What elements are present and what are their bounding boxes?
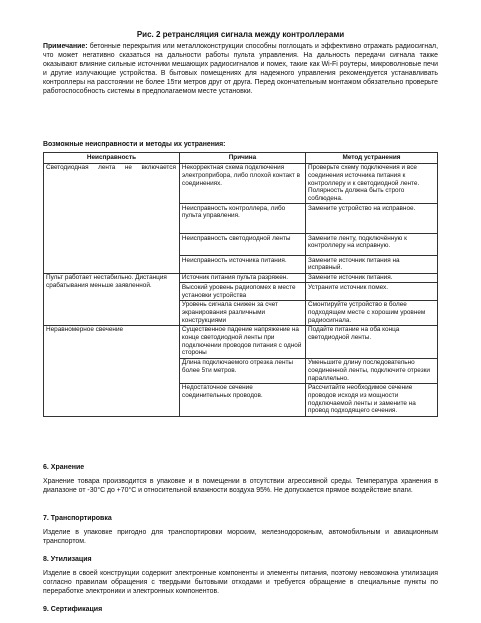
section-text: Хранение товара производится в упаковке и в помещении в отсутствии агрессивной среды. Температура хранения в диапазоне от -30°С до +70°С и относительной влажности воздуха 95%. Не допускается прямое воздействие влаги. (43, 477, 438, 494)
section-disposal (43, 556, 438, 597)
table-row (44, 273, 438, 283)
fix-cell: Замените ленту, подключённую к контроллеру на исправную. (306, 234, 438, 256)
cause-cell: Уровень сигнала снижен за счет экранирования различными конструкциями (179, 300, 305, 325)
fix-cell: Замените устройство на исправное. (306, 204, 438, 234)
cause-cell: Источник питания пульта разряжен. (179, 273, 305, 283)
section-text: Изделие в своей конструкции содержит электронные компоненты и элементы питания, поэтому невозможна утилизация согласно правилам обращения с твердыми бытовыми отходами и требуется обращение в специальные пункты по переработке электроники и электронных компонентов. (43, 569, 438, 595)
fix-cell: Смонтируйте устройство в более подходящем месте с хорошим уровнем радиосигнала. (306, 300, 438, 325)
section-text: Изделие в упаковке пригодно для транспортировки морским, железнодорожным, автомобильным и авиационным транспортом. (43, 528, 438, 545)
fix-cell: Подайте питание на оба конца светодиодной ленты. (306, 325, 438, 358)
cause-cell: Высокий уровень радиопомех в месте установки устройства (179, 283, 305, 300)
note-paragraph (43, 43, 438, 96)
fix-cell: Уменьшите длину последовательно соединенной ленты, подключите отрезки параллельно. (306, 358, 438, 383)
cause-cell: Недостаточное сечение соединительных проводов. (179, 383, 305, 416)
cause-cell: Неисправность источника питания. (179, 256, 305, 273)
fix-cell: Устраните источник помех. (306, 283, 438, 300)
fault-cell: Неравномерное свечение (44, 325, 180, 416)
note-label: Примечание: (43, 43, 88, 50)
section-certification (43, 606, 438, 615)
column-header-cause: Причина (179, 153, 305, 164)
cause-cell: Длина подключаемого отрезка ленты более 5ти метров. (179, 358, 305, 383)
cause-cell: Неисправность контроллера, либо пульта управления. (179, 204, 305, 234)
section-title: 6. Хранение (43, 464, 85, 471)
fix-cell: Рассчитайте необходимое сечение проводов исходя из мощности подключаемой ленты и замените на провод подходящего сечения. (306, 383, 438, 416)
column-header-fault: Неисправность (44, 153, 180, 164)
figure-caption: Рис. 2 ретрансляция сигнала между контроллерами (136, 30, 345, 39)
cause-cell: Некорректная схема подключения электроприбора, либо плохой контакт в соединениях. (179, 163, 305, 204)
fault-cell: Светодиодная лента не включается (44, 163, 180, 273)
cause-cell: Неисправность светодиодной ленты (179, 234, 305, 256)
section-title: 8. Утилизация (43, 556, 92, 563)
section-storage (43, 464, 438, 496)
table-row (44, 325, 438, 358)
section-title: 9. Сертификация (43, 606, 103, 613)
fix-cell: Замените источник питания на исправный. (306, 256, 438, 273)
section-title: 7. Транспортировка (43, 515, 112, 522)
note-text: бетонные перекрытия или металлоконструкции способны поглощать и эффективно отражать радиосигнал, что может негативно сказаться на дальности работы пульта управления. На дальность передачи сигнала также оказывают влияние сильные источники мешающих радиосигналов и помех, такие как Wi-Fi роутеры, микроволновые печи и другие излучающие устройства. В бытовых помещениях для надежного управления рекомендуется устанавливать контроллеры на расстоянии не более 15ти метров друг от друга. Перед окончательным монтажом обязательно проверьте работоспособность системы в предполагаемом месте установки. (43, 43, 438, 95)
cause-cell: Существенное падение напряжение на конце светодиодной ленты при подключении проводов питания с одной стороны (179, 325, 305, 358)
column-header-fix: Метод устранения (306, 153, 438, 164)
fix-cell: Проверьте схему подключения и все соединения источника питания к контроллеру и к светодиодной ленте. Полярность должна быть строго соблюдена. (306, 163, 438, 204)
troubleshooting-heading: Возможные неисправности и методы их устранения: (43, 141, 226, 148)
table-header-row (44, 153, 438, 164)
troubleshooting-table (43, 152, 438, 417)
section-transport (43, 515, 438, 547)
fix-cell: Замените источник питания. (306, 273, 438, 283)
table-row (44, 163, 438, 204)
fault-cell: Пульт работает нестабильно. Дистанция срабатывания меньше заявленной. (44, 273, 180, 325)
